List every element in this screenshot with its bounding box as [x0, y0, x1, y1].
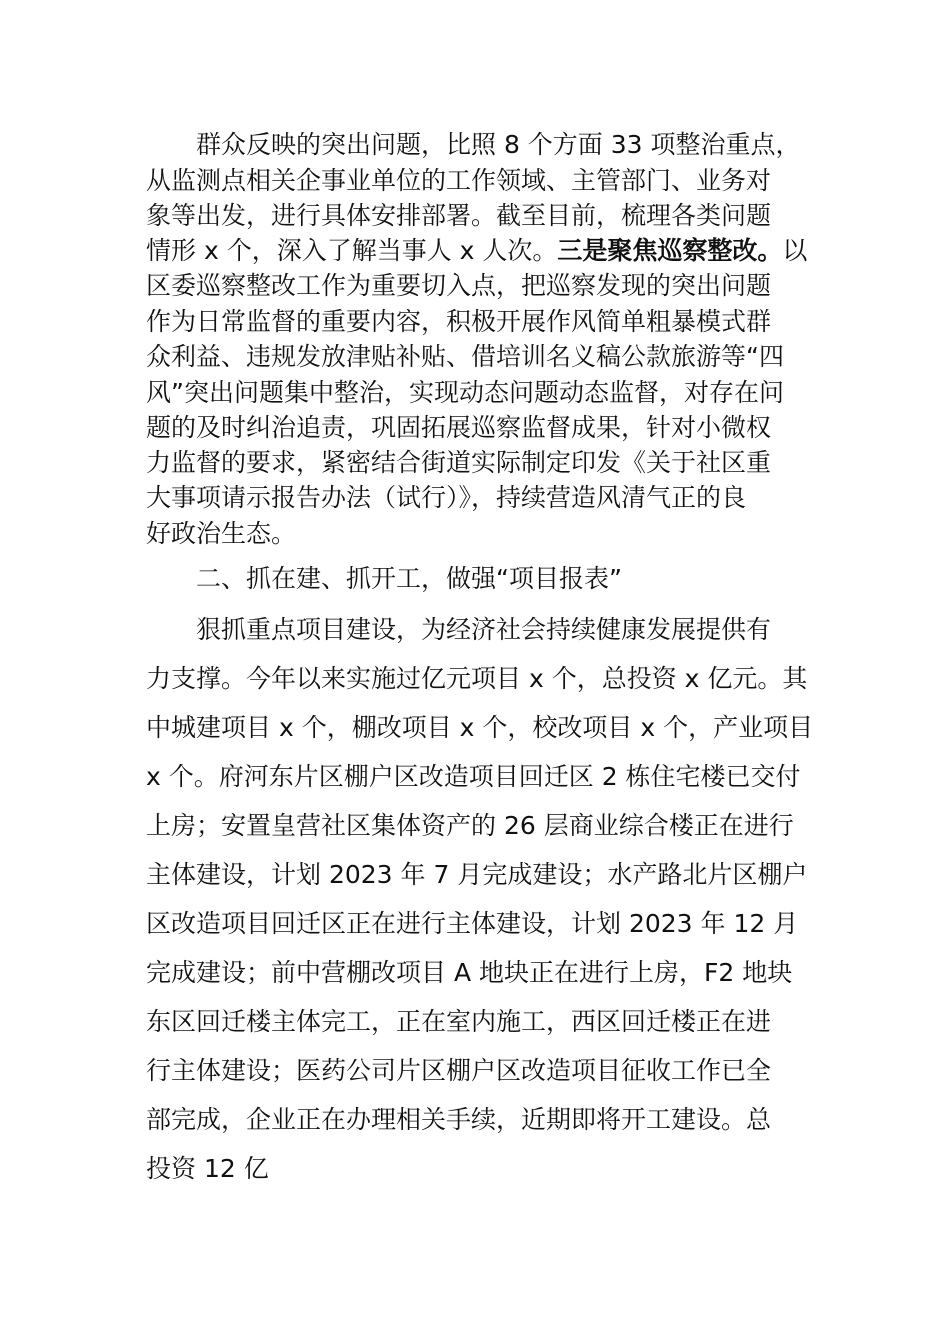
paragraph2-line-9: 东区回迁楼主体完工，正在室内施工，西区回迁楼正在进	[146, 1007, 772, 1036]
paragraph2-line-1: 狠抓重点项目建设，为经济社会持续健康发展提供有	[196, 615, 772, 644]
paragraph1-line-3: 象等出发，进行具体安排部署。截至目前，梳理各类问题	[146, 201, 772, 230]
paragraph2-line-2: 力支撑。今年以来实施过亿元项目 x 个，总投资 x 亿元。其	[146, 664, 808, 693]
paragraph1-line-1: 群众反映的突出问题，比照 8 个方面 33 项整治重点，	[196, 130, 801, 159]
paragraph2-line-10: 行主体建设；医药公司片区棚户区改造项目征收工作已全	[146, 1056, 772, 1085]
paragraph1-line-12: 好政治生态。	[146, 519, 297, 548]
paragraph2-line-6: 主体建设，计划 2023 年 7 月完成建设；水产路北片区棚户	[146, 860, 808, 889]
paragraph1-line-4-text: 情形 x 个，深入了解当事人 x 人次。	[146, 236, 558, 265]
paragraph1-line-9: 题的及时纠治追责，巩固拓展巡察监督成果，针对小微权	[146, 413, 772, 442]
paragraph1-line-4	[146, 231, 807, 267]
paragraph1-line-7: 众利益、违规发放津贴补贴、借培训名义稿公款旅游等“四	[146, 342, 784, 371]
paragraph1-line-6: 作为日常监督的重要内容，积极开展作风简单粗暴模式群	[146, 307, 772, 336]
paragraph2-line-4: x 个。府河东片区棚户区改造项目回迁区 2 栋住宅楼已交付	[146, 762, 801, 791]
after-bold-text: 以	[782, 236, 808, 265]
paragraph1-line-8: 风”突出问题集中整治，实现动态问题动态监督，对存在问	[146, 378, 784, 407]
paragraph2-line-3: 中城建项目 x 个，棚改项目 x 个，校改项目 x 个，产业项目	[146, 713, 814, 742]
paragraph2-line-5: 上房；安置皇营社区集体资产的 26 层商业综合楼正在进行	[146, 811, 794, 840]
bold-phrase: 三是聚焦巡察整改。	[557, 236, 783, 265]
paragraph2-line-8: 完成建设；前中营棚改项目 A 地块正在进行上房，F2 地块	[146, 958, 793, 987]
paragraph1-line-11: 大事项请示报告办法（试行）》，持续营造风清气正的良	[146, 483, 747, 512]
paragraph2-line-12: 投资 12 亿	[146, 1154, 269, 1183]
paragraph2-line-11: 部完成，企业正在办理相关手续，近期即将开工建设。总	[146, 1105, 772, 1134]
paragraph1-line-5: 区委巡察整改工作为重要切入点，把巡察发现的突出问题	[146, 271, 772, 300]
paragraph1-line-10: 力监督的要求，紧密结合街道实际制定印发《关于社区重	[146, 448, 772, 477]
section-heading: 二、抓在建、抓开工，做强“项目报表”	[196, 564, 622, 593]
paragraph1-line-2: 从监测点相关企事业单位的工作领域、主管部门、业务对	[146, 166, 772, 195]
paragraph2-line-7: 区改造项目回迁区正在进行主体建设，计划 2023 年 12 月	[146, 909, 799, 938]
